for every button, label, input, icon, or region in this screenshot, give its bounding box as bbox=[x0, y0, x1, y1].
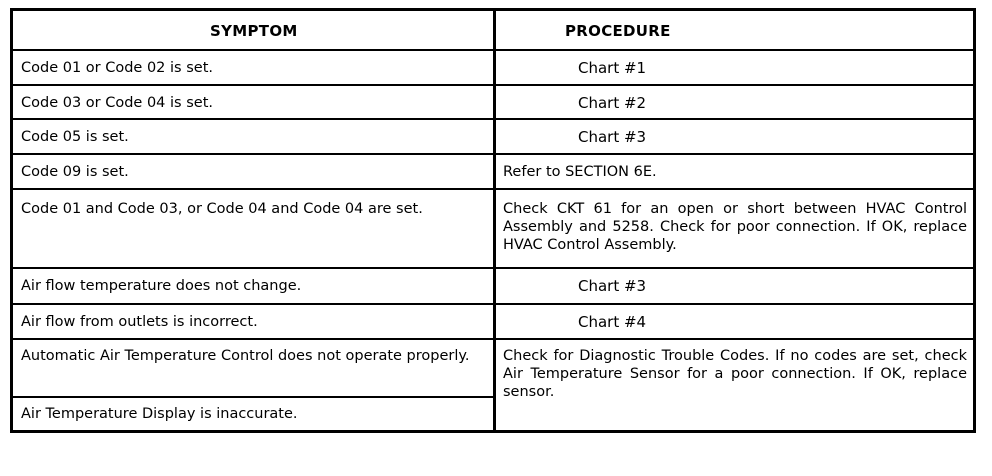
symptom-cell: Code 01 and Code 03, or Code 04 and Code 04 are set. bbox=[21, 201, 423, 217]
procedure-cell: Chart #3 bbox=[578, 128, 647, 146]
symptom-procedure-table bbox=[10, 8, 976, 433]
row-divider bbox=[13, 84, 973, 86]
procedure-cell: Refer to SECTION 6E. bbox=[503, 164, 657, 180]
procedure-cell: Check CKT 61 for an open or short between HVAC Control Assembly and 5258. Check for poor connection. If OK, replace HVAC Control Assembly. bbox=[503, 201, 967, 253]
row-divider bbox=[13, 153, 973, 155]
procedure-cell: Check for Diagnostic Trouble Codes. If no codes are set, check Air Temperature Sensor for a poor connection. If OK, replace sensor. bbox=[503, 348, 967, 400]
column-divider bbox=[493, 11, 496, 430]
symptom-cell: Air Temperature Display is inaccurate. bbox=[21, 406, 298, 422]
symptom-cell: Automatic Air Temperature Control does not operate properly. bbox=[21, 348, 470, 364]
symptom-cell: Code 05 is set. bbox=[21, 129, 129, 145]
procedure-cell: Chart #2 bbox=[578, 94, 647, 112]
row-divider bbox=[13, 188, 973, 190]
row-divider bbox=[13, 338, 973, 340]
symptom-cell: Code 01 or Code 02 is set. bbox=[21, 60, 213, 76]
procedure-cell: Chart #3 bbox=[578, 277, 647, 295]
procedure-cell: Chart #1 bbox=[578, 59, 647, 77]
header-symptom: SYMPTOM bbox=[210, 22, 298, 40]
row-divider bbox=[13, 49, 973, 51]
row-divider bbox=[13, 118, 973, 120]
row-divider bbox=[13, 303, 973, 305]
symptom-cell: Code 03 or Code 04 is set. bbox=[21, 95, 213, 111]
header-procedure: PROCEDURE bbox=[565, 22, 671, 40]
symptom-cell: Code 09 is set. bbox=[21, 164, 129, 180]
procedure-cell: Chart #4 bbox=[578, 313, 647, 331]
row-divider bbox=[13, 267, 973, 269]
row-divider bbox=[13, 396, 493, 398]
symptom-cell: Air flow temperature does not change. bbox=[21, 278, 302, 294]
symptom-cell: Air flow from outlets is incorrect. bbox=[21, 314, 258, 330]
